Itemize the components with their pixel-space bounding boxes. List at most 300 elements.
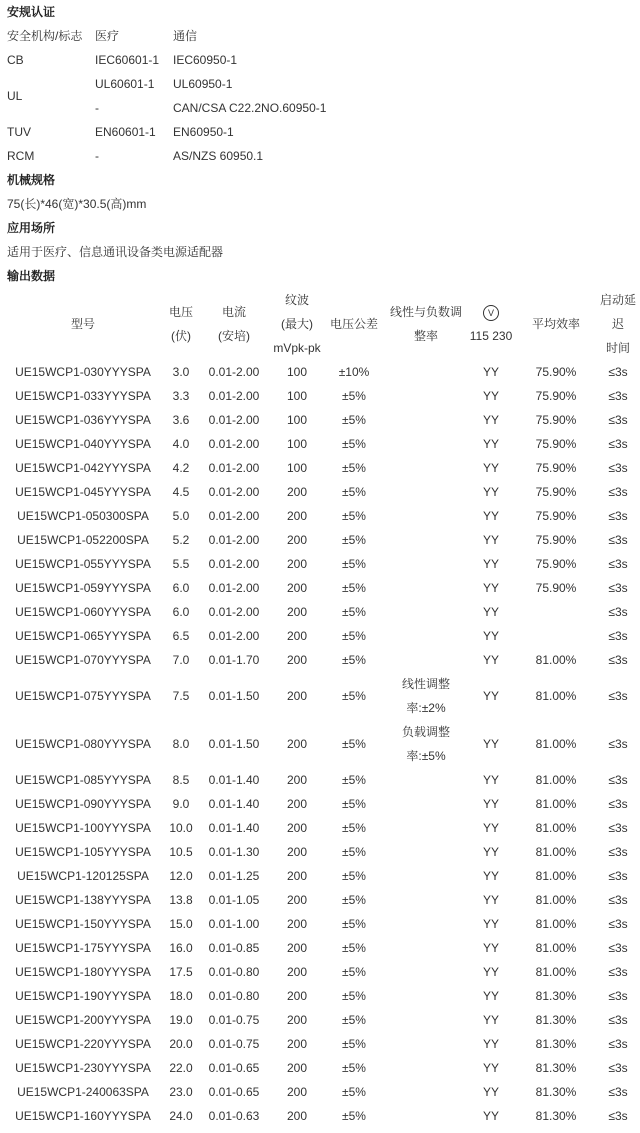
delay-header: 启动延迟 时间 — [599, 293, 636, 355]
efficiency-cell: 81.30% — [535, 989, 577, 1003]
output-row — [0, 768, 640, 792]
safety-row — [7, 144, 326, 168]
ripple-cell: 100 — [286, 413, 308, 427]
ripple-cell: 100 — [286, 389, 308, 403]
tolerance-cell: ±5% — [342, 533, 366, 547]
voltage-cell: 7.5 — [172, 689, 190, 703]
current-cell: 0.01-0.75 — [208, 1013, 260, 1027]
current-cell: 0.01-2.00 — [208, 581, 260, 595]
ripple-cell: 200 — [286, 797, 308, 811]
efficiency-cell: 75.90% — [535, 509, 577, 523]
current-cell: 0.01-0.65 — [208, 1085, 260, 1099]
ripple-header: 纹波 (最大) mVpk-pk — [273, 293, 321, 355]
output-row — [0, 456, 640, 480]
ripple-cell: 200 — [286, 1085, 308, 1099]
safety-telecom-cell: EN60950-1 — [173, 125, 234, 139]
current-cell: 0.01-0.85 — [208, 941, 260, 955]
output-row — [0, 408, 640, 432]
safety-medical-cell: UL60601-1 — [95, 77, 155, 91]
voltage-cell: 15.0 — [169, 917, 193, 931]
output-row — [0, 1080, 640, 1104]
model-cell: UE15WCP1-190YYYSPA — [15, 989, 151, 1003]
safety-agency-cell: TUV — [7, 125, 31, 139]
telecom-header: 通信 — [173, 29, 198, 43]
regulation-header: 线性与负数调 整率 — [389, 305, 462, 343]
mechanical-dimensions: 75(长)*46(宽)*30.5(高)mm — [7, 197, 147, 211]
tolerance-cell: ±5% — [342, 773, 366, 787]
voltage-cell: 13.8 — [169, 893, 193, 907]
delay-cell: ≤3s — [608, 917, 628, 931]
efficiency-cell: 81.00% — [535, 917, 577, 931]
safety-row — [7, 48, 326, 72]
delay-cell: ≤3s — [608, 461, 628, 475]
current-cell: 0.01-0.80 — [208, 989, 260, 1003]
efficiency-cell: 81.00% — [535, 737, 577, 751]
current-cell: 0.01-0.63 — [208, 1109, 260, 1123]
model-cell: UE15WCP1-052200SPA — [17, 533, 149, 547]
regulation-cell — [386, 1080, 466, 1104]
input-voltage-cell: YY — [482, 797, 499, 811]
current-cell: 0.01-0.80 — [208, 965, 260, 979]
regulation-note-line: 率:±5% — [406, 749, 446, 763]
current-cell: 0.01-1.50 — [208, 737, 260, 751]
ripple-cell: 100 — [286, 437, 308, 451]
current-cell: 0.01-2.00 — [208, 437, 260, 451]
input-voltage-cell: YY — [482, 773, 499, 787]
regulation-note-line: 率:±2% — [406, 701, 446, 715]
model-cell: UE15WCP1-105YYYSPA — [15, 845, 151, 859]
tolerance-cell: ±5% — [342, 1061, 366, 1075]
delay-cell: ≤3s — [608, 581, 628, 595]
output-row — [0, 864, 640, 888]
tolerance-cell: ±5% — [342, 461, 366, 475]
regulation-cell — [386, 504, 466, 528]
model-cell: UE15WCP1-042YYYSPA — [15, 461, 151, 475]
regulation-cell — [386, 816, 466, 840]
tolerance-header: 电压公差 — [329, 317, 378, 331]
ripple-cell: 200 — [286, 1037, 308, 1051]
safety-telecom-cell: IEC60950-1 — [173, 53, 238, 67]
current-cell: 0.01-2.00 — [208, 389, 260, 403]
voltage-cell: 23.0 — [169, 1085, 193, 1099]
safety-heading: 安规认证 — [7, 5, 56, 19]
regulation-cell — [386, 432, 466, 456]
regulation-cell — [386, 384, 466, 408]
output-row — [0, 840, 640, 864]
application-heading: 应用场所 — [7, 221, 56, 235]
delay-cell: ≤3s — [608, 653, 628, 667]
efficiency-cell: 81.00% — [535, 893, 577, 907]
output-row — [0, 1008, 640, 1032]
regulation-cell — [386, 984, 466, 1008]
delay-cell: ≤3s — [608, 1085, 628, 1099]
current-cell: 0.01-1.50 — [208, 689, 260, 703]
efficiency-header: 平均效率 — [531, 317, 580, 331]
voltage-cell: 16.0 — [169, 941, 193, 955]
ripple-cell: 200 — [286, 533, 308, 547]
ripple-cell: 200 — [286, 509, 308, 523]
ripple-cell: 200 — [286, 893, 308, 907]
voltage-cell: 6.0 — [172, 581, 190, 595]
tolerance-cell: ±5% — [342, 845, 366, 859]
model-cell: UE15WCP1-030YYYSPA — [15, 365, 151, 379]
regulation-cell — [386, 552, 466, 576]
delay-cell: ≤3s — [608, 869, 628, 883]
input-voltage-cell: YY — [482, 629, 499, 643]
mechanical-heading: 机械规格 — [7, 173, 56, 187]
voltage-cell: 12.0 — [169, 869, 193, 883]
current-cell: 0.01-2.00 — [208, 557, 260, 571]
voltage-cell: 4.2 — [172, 461, 190, 475]
regulation-cell — [386, 1056, 466, 1080]
model-cell: UE15WCP1-045YYYSPA — [15, 485, 151, 499]
voltage-cell: 6.5 — [172, 629, 190, 643]
delay-cell: ≤3s — [608, 485, 628, 499]
efficiency-cell: 81.00% — [535, 965, 577, 979]
input-voltage-cell: YY — [482, 509, 499, 523]
ripple-cell: 200 — [286, 989, 308, 1003]
tolerance-cell: ±5% — [342, 917, 366, 931]
input-voltage-cell: YY — [482, 1085, 499, 1099]
current-cell: 0.01-2.00 — [208, 485, 260, 499]
tolerance-cell: ±5% — [342, 821, 366, 835]
efficiency-cell — [516, 600, 596, 624]
efficiency-cell: 75.90% — [535, 437, 577, 451]
efficiency-cell: 81.00% — [535, 941, 577, 955]
regulation-cell — [386, 960, 466, 984]
output-row — [0, 528, 640, 552]
application-text: 适用于医疗、信息通讯设备类电源适配器 — [7, 245, 224, 259]
safety-agency-cell: CB — [7, 53, 24, 67]
safety-row — [7, 72, 326, 96]
safety-telecom-cell: CAN/CSA C22.2NO.60950-1 — [173, 101, 327, 115]
tolerance-cell: ±5% — [342, 581, 366, 595]
tolerance-cell: ±5% — [342, 1109, 366, 1123]
tolerance-cell: ±5% — [342, 965, 366, 979]
tolerance-cell: ±5% — [342, 893, 366, 907]
model-cell: UE15WCP1-120125SPA — [17, 869, 149, 883]
voltage-cell: 9.0 — [172, 797, 190, 811]
current-cell: 0.01-2.00 — [208, 413, 260, 427]
tolerance-cell: ±5% — [342, 389, 366, 403]
output-row — [0, 504, 640, 528]
voltage-cell: 5.5 — [172, 557, 190, 571]
ripple-cell: 200 — [286, 965, 308, 979]
output-row — [0, 648, 640, 672]
current-cell: 0.01-2.00 — [208, 461, 260, 475]
medical-header: 医疗 — [95, 29, 120, 43]
voltage-cell: 8.0 — [172, 737, 190, 751]
tolerance-cell: ±5% — [342, 689, 366, 703]
output-row — [0, 984, 640, 1008]
model-cell: UE15WCP1-138YYYSPA — [15, 893, 151, 907]
current-cell: 0.01-0.75 — [208, 1037, 260, 1051]
delay-cell: ≤3s — [608, 605, 628, 619]
model-cell: UE15WCP1-036YYYSPA — [15, 413, 151, 427]
voltage-cell: 3.0 — [172, 365, 190, 379]
input-voltage-cell: YY — [482, 869, 499, 883]
ripple-cell: 200 — [286, 941, 308, 955]
input-voltage-cell: YY — [482, 1037, 499, 1051]
ripple-cell: 200 — [286, 773, 308, 787]
model-cell: UE15WCP1-070YYYSPA — [15, 653, 151, 667]
efficiency-cell: 75.90% — [535, 557, 577, 571]
voltage-cell: 20.0 — [169, 1037, 193, 1051]
ripple-cell: 200 — [286, 485, 308, 499]
input-voltage-cell: YY — [482, 821, 499, 835]
ripple-cell: 200 — [286, 917, 308, 931]
voltage-cell: 18.0 — [169, 989, 193, 1003]
efficiency-cell: 75.90% — [535, 365, 577, 379]
output-row — [0, 816, 640, 840]
input-voltage-cell: YY — [482, 485, 499, 499]
input-voltage-cell: YY — [482, 653, 499, 667]
tolerance-cell: ±5% — [342, 869, 366, 883]
current-cell: 0.01-1.00 — [208, 917, 260, 931]
model-cell: UE15WCP1-033YYYSPA — [15, 389, 151, 403]
voltage-cell: 6.0 — [172, 605, 190, 619]
output-header-row — [0, 288, 640, 360]
delay-cell: ≤3s — [608, 1013, 628, 1027]
input-voltage-cell: YY — [482, 605, 499, 619]
agency-header: 安全机构/标志 — [7, 29, 83, 43]
output-row — [0, 600, 640, 624]
output-row — [0, 360, 640, 384]
model-cell: UE15WCP1-090YYYSPA — [15, 797, 151, 811]
voltage-cell: 5.0 — [172, 509, 190, 523]
delay-cell: ≤3s — [608, 941, 628, 955]
voltage-cell: 3.6 — [172, 413, 190, 427]
efficiency-cell: 81.00% — [535, 821, 577, 835]
regulation-cell — [386, 456, 466, 480]
ripple-cell: 200 — [286, 689, 308, 703]
input-voltage-cell: YY — [482, 437, 499, 451]
safety-telecom-cell: UL60950-1 — [173, 77, 233, 91]
tolerance-cell: ±5% — [342, 1085, 366, 1099]
voltage-cell: 3.3 — [172, 389, 190, 403]
tolerance-cell: ±5% — [342, 605, 366, 619]
tolerance-cell: ±5% — [342, 485, 366, 499]
model-cell: UE15WCP1-075YYYSPA — [15, 689, 151, 703]
delay-cell: ≤3s — [608, 965, 628, 979]
tolerance-cell: ±5% — [342, 941, 366, 955]
voltage-cell: 10.0 — [169, 821, 193, 835]
input-voltage-cell: YY — [482, 389, 499, 403]
delay-cell: ≤3s — [608, 1037, 628, 1051]
efficiency-cell: 81.30% — [535, 1061, 577, 1075]
regulation-cell — [386, 648, 466, 672]
regulation-cell — [386, 936, 466, 960]
current-cell: 0.01-2.00 — [208, 629, 260, 643]
regulation-cell — [386, 768, 466, 792]
regulation-cell — [386, 360, 466, 384]
tolerance-cell: ±5% — [342, 413, 366, 427]
model-cell: UE15WCP1-040YYYSPA — [15, 437, 151, 451]
input-voltage-cell: YY — [482, 845, 499, 859]
current-cell: 0.01-2.00 — [208, 533, 260, 547]
efficiency-cell: 81.00% — [535, 689, 577, 703]
model-cell: UE15WCP1-160YYYSPA — [15, 1109, 151, 1123]
regulation-cell — [386, 408, 466, 432]
efficiency-cell: 81.00% — [535, 653, 577, 667]
current-cell: 0.01-1.05 — [208, 893, 260, 907]
efficiency-cell: 81.30% — [535, 1037, 577, 1051]
model-cell: UE15WCP1-080YYYSPA — [15, 737, 151, 751]
tolerance-cell: ±5% — [342, 1037, 366, 1051]
ripple-cell: 200 — [286, 629, 308, 643]
input-voltage-header: V 115 230 — [466, 288, 516, 360]
delay-cell: ≤3s — [608, 629, 628, 643]
voltage-cell: 24.0 — [169, 1109, 193, 1123]
output-row — [0, 912, 640, 936]
efficiency-cell — [516, 624, 596, 648]
ripple-cell: 200 — [286, 653, 308, 667]
ripple-cell: 200 — [286, 581, 308, 595]
output-row — [0, 936, 640, 960]
regulation-cell — [386, 888, 466, 912]
regulation-cell — [386, 720, 466, 768]
model-cell: UE15WCP1-150YYYSPA — [15, 917, 151, 931]
input-voltage-cell: YY — [482, 1061, 499, 1075]
input-voltage-cell: YY — [482, 533, 499, 547]
voltage-cell: 19.0 — [169, 1013, 193, 1027]
safety-table — [7, 24, 326, 168]
safety-medical-cell: IEC60601-1 — [95, 53, 160, 67]
model-cell: UE15WCP1-230YYYSPA — [15, 1061, 151, 1075]
output-row — [0, 960, 640, 984]
output-heading: 输出数据 — [7, 269, 56, 283]
model-header: 型号 — [70, 317, 95, 331]
safety-medical-cell: - — [95, 149, 99, 163]
regulation-cell — [386, 840, 466, 864]
tolerance-cell: ±10% — [338, 365, 370, 379]
ripple-cell: 200 — [286, 557, 308, 571]
safety-agency-cell: UL — [7, 89, 23, 103]
regulation-cell — [386, 792, 466, 816]
current-cell: 0.01-2.00 — [208, 365, 260, 379]
efficiency-cell: 81.00% — [535, 773, 577, 787]
current-cell: 0.01-2.00 — [208, 605, 260, 619]
voltage-cell: 17.5 — [169, 965, 193, 979]
output-row — [0, 792, 640, 816]
delay-cell: ≤3s — [608, 893, 628, 907]
output-row — [0, 1056, 640, 1080]
regulation-cell — [386, 1104, 466, 1128]
model-cell: UE15WCP1-059YYYSPA — [15, 581, 151, 595]
delay-cell: ≤3s — [608, 437, 628, 451]
delay-cell: ≤3s — [608, 989, 628, 1003]
voltage-cell: 10.5 — [169, 845, 193, 859]
regulation-cell — [386, 1032, 466, 1056]
safety-row — [7, 120, 326, 144]
regulation-cell — [386, 1008, 466, 1032]
output-row — [0, 624, 640, 648]
ripple-cell: 200 — [286, 869, 308, 883]
model-cell: UE15WCP1-240063SPA — [17, 1085, 149, 1099]
safety-medical-cell: EN60601-1 — [95, 125, 156, 139]
current-cell: 0.01-1.70 — [208, 653, 260, 667]
regulation-cell — [386, 624, 466, 648]
tolerance-cell: ±5% — [342, 437, 366, 451]
input-voltage-cell: YY — [482, 557, 499, 571]
model-cell: UE15WCP1-065YYYSPA — [15, 629, 151, 643]
input-voltage-cell: YY — [482, 1013, 499, 1027]
efficiency-cell: 75.90% — [535, 485, 577, 499]
voltage-cell: 8.5 — [172, 773, 190, 787]
safety-agency-cell: RCM — [7, 149, 35, 163]
delay-cell: ≤3s — [608, 557, 628, 571]
regulation-cell — [386, 576, 466, 600]
input-voltage-cell: YY — [482, 1109, 499, 1123]
current-cell: 0.01-0.65 — [208, 1061, 260, 1075]
v-circle-icon: V — [483, 305, 499, 321]
model-cell: UE15WCP1-050300SPA — [17, 509, 149, 523]
delay-cell: ≤3s — [608, 689, 628, 703]
voltage-cell: 7.0 — [172, 653, 190, 667]
efficiency-cell: 75.90% — [535, 413, 577, 427]
delay-cell: ≤3s — [608, 533, 628, 547]
safety-telecom-cell: AS/NZS 60950.1 — [173, 149, 264, 163]
current-cell: 0.01-1.25 — [208, 869, 260, 883]
delay-cell: ≤3s — [608, 509, 628, 523]
ripple-cell: 100 — [286, 461, 308, 475]
regulation-cell — [386, 864, 466, 888]
output-row — [0, 1032, 640, 1056]
delay-cell: ≤3s — [608, 413, 628, 427]
efficiency-cell: 81.30% — [535, 1109, 577, 1123]
regulation-cell — [386, 528, 466, 552]
ripple-cell: 200 — [286, 821, 308, 835]
model-cell: UE15WCP1-085YYYSPA — [15, 773, 151, 787]
current-cell: 0.01-2.00 — [208, 509, 260, 523]
output-row — [0, 480, 640, 504]
input-voltage-cell: YY — [482, 581, 499, 595]
voltage-header: 电压 (伏) — [168, 305, 193, 343]
output-row — [0, 720, 640, 768]
tolerance-cell: ±5% — [342, 653, 366, 667]
delay-cell: ≤3s — [608, 389, 628, 403]
tolerance-cell: ±5% — [342, 989, 366, 1003]
delay-cell: ≤3s — [608, 1109, 628, 1123]
model-cell: UE15WCP1-180YYYSPA — [15, 965, 151, 979]
input-voltage-cell: YY — [482, 689, 499, 703]
voltage-cell: 4.5 — [172, 485, 190, 499]
tolerance-cell: ±5% — [342, 737, 366, 751]
model-cell: UE15WCP1-100YYYSPA — [15, 821, 151, 835]
output-row — [0, 888, 640, 912]
delay-cell: ≤3s — [608, 797, 628, 811]
input-voltage-cell: YY — [482, 965, 499, 979]
tolerance-cell: ±5% — [342, 629, 366, 643]
efficiency-cell: 81.00% — [535, 845, 577, 859]
regulation-note-line: 负载调整 — [401, 725, 450, 739]
ripple-cell: 200 — [286, 1109, 308, 1123]
delay-cell: ≤3s — [608, 737, 628, 751]
input-voltage-cell: YY — [482, 917, 499, 931]
current-cell: 0.01-1.40 — [208, 821, 260, 835]
ripple-cell: 100 — [286, 365, 308, 379]
tolerance-cell: ±5% — [342, 557, 366, 571]
tolerance-cell: ±5% — [342, 797, 366, 811]
input-voltage-cell: YY — [482, 413, 499, 427]
model-cell: UE15WCP1-060YYYSPA — [15, 605, 151, 619]
input-voltage-cell: YY — [482, 461, 499, 475]
current-cell: 0.01-1.40 — [208, 773, 260, 787]
ripple-cell: 200 — [286, 605, 308, 619]
output-row — [0, 1104, 640, 1128]
regulation-cell — [386, 912, 466, 936]
output-row — [0, 552, 640, 576]
